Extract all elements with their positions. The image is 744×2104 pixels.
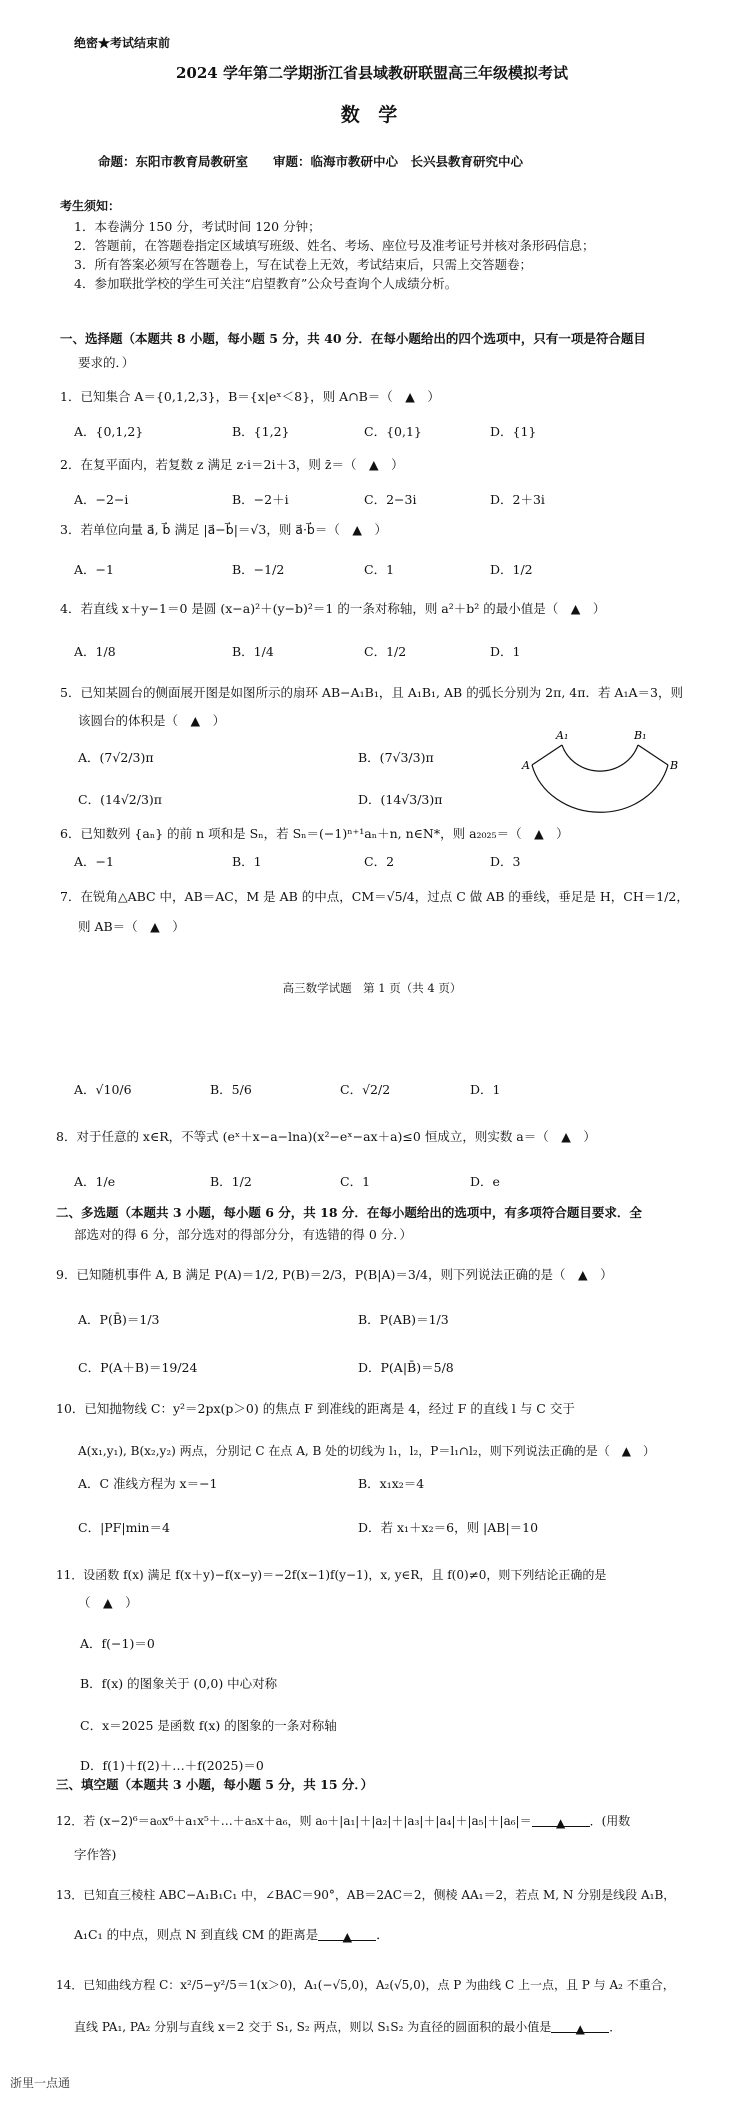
q1-option-a: A．{0,1,2}	[74, 424, 144, 439]
q5-stem: 5．已知某圆台的侧面展开图是如图所示的扇环 AB−A₁B₁，且 A₁B₁, AB 的弧长分别为 2π, 4π．若 A₁A＝3，则	[60, 685, 683, 700]
q8-option-c: C．1	[340, 1174, 371, 1189]
notice-item: 2．答题前，在答题卷指定区域填写班级、姓名、考场、座位号及准考证号并核对条形码信息；	[74, 238, 595, 253]
q11-stem: 11．设函数 f(x) 满足 f(x＋y)−f(x−y)＝−2f(x−1)f(y−1)，x, y∈R，且 f(0)≠0，则下列结论正确的是	[56, 1568, 607, 1582]
q8-option-b: B．1/2	[210, 1174, 252, 1189]
q5-option-a: A．(7√2/3)π	[78, 750, 154, 765]
section-1-heading: 一、选择题（本题共 8 小题，每小题 5 分，共 40 分．在每小题给出的四个选项中，只有一项是符合题目	[60, 331, 646, 346]
q6-stem: 6．已知数列 {aₙ} 的前 n 项和是 Sₙ，若 Sₙ＝(−1)ⁿ⁺¹aₙ＋n, n∈N*，则 a₂₀₂₅＝（ ▲ ）	[60, 826, 569, 841]
q3-option-c: C．1	[364, 562, 395, 577]
left-edge	[532, 745, 562, 765]
q10-option-d: D．若 x₁＋x₂＝6，则 |AB|＝10	[358, 1520, 539, 1535]
q11-option-c: C．x＝2025 是函数 f(x) 的图象的一条对称轴	[80, 1718, 337, 1733]
subject-title: 数 学	[340, 104, 404, 126]
q7-option-b: B．5/6	[210, 1082, 252, 1097]
notice-item: 4．参加联批学校的学生可关注“启望教育”公众号查询个人成绩分析。	[74, 276, 458, 291]
q4-option-c: C．1/2	[364, 644, 407, 659]
q3-stem: 3．若单位向量 a⃗, b⃗ 满足 |a⃗−b⃗|＝√3，则 a⃗·b⃗＝（ ▲ ）	[60, 522, 387, 537]
q11-option-d: D．f(1)＋f(2)＋…＋f(2025)＝0	[80, 1758, 264, 1773]
q12-stem	[56, 1812, 630, 1830]
q8-option-d: D．e	[470, 1174, 500, 1189]
q7-stem-cont: 则 AB＝（ ▲ ）	[78, 919, 185, 934]
notice-item: 3．所有答案必须写在答题卷上，写在试卷上无效，考试结束后，只需上交答题卷；	[74, 257, 532, 272]
section-2-heading: 二、多选题（本题共 3 小题，每小题 6 分，共 18 分．在每小题给出的选项中，有多项符合题目要求．全	[56, 1205, 642, 1220]
q9-option-d: D．P(A|B̄)＝5/8	[358, 1360, 454, 1375]
q8-option-a: A．1/e	[74, 1174, 116, 1189]
q14-stem: 14．已知曲线方程 C：x²/5−y²/5＝1(x＞0)，A₁(−√5,0)，A₂(√5,0)，点 P 为曲线 C 上一点，且 P 与 A₂ 不重合，	[56, 1978, 675, 1992]
q7-option-d: D．1	[470, 1082, 501, 1097]
q14-tail: ．	[609, 2020, 622, 2034]
q12-tail: ．(用数	[589, 1814, 631, 1828]
q7-option-c: C．√2/2	[340, 1082, 391, 1097]
notice-heading: 考生须知：	[60, 199, 121, 213]
q9-option-c: C．P(A＋B)＝19/24	[78, 1360, 198, 1375]
q10-stem: 10．已知抛物线 C：y²＝2px(p＞0) 的焦点 F 到准线的距离是 4，经过 F 的直线 l 与 C 交于	[56, 1401, 575, 1416]
q14-text: 直线 PA₁, PA₂ 分别与直线 x＝2 交于 S₁, S₂ 两点，则以 S₁S₂ 为直径的圆面积的最小值是	[74, 2020, 552, 2034]
authors-line: 命题：东阳市教育局教研室 审题：临海市教研中心 长兴县教育研究中心	[98, 154, 524, 169]
q7-option-a: A．√10/6	[74, 1082, 132, 1097]
label-a1: A₁	[556, 729, 569, 742]
q3-option-a: A．−1	[74, 562, 114, 577]
q13-text: A₁C₁ 的中点，则点 N 到直线 CM 的距离是	[74, 1927, 319, 1942]
q12-stem-cont: 字作答)	[74, 1847, 117, 1862]
q8-stem: 8．对于任意的 x∈R，不等式 (eˣ＋x−a−lna)(x²−eˣ−ax＋a)≤0 恒成立，则实数 a＝（ ▲ ）	[56, 1129, 596, 1144]
watermark: 浙里一点通	[10, 2076, 71, 2090]
q2-option-c: C．2−3i	[364, 492, 417, 507]
q13-answer-blank[interactable]: ▲	[318, 1928, 376, 1941]
q10-option-b: B．x₁x₂＝4	[358, 1476, 425, 1491]
secret-label: 绝密★考试结束前	[74, 36, 171, 50]
q11-option-a: A．f(−1)＝0	[80, 1636, 155, 1651]
q6-option-c: C．2	[364, 854, 395, 869]
q1-stem: 1．已知集合 A＝{0,1,2,3}，B＝{x|eˣ＜8}，则 A∩B＝（ ▲ ）	[60, 389, 440, 404]
q2-option-d: D．2＋3i	[490, 492, 545, 507]
inner-arc	[562, 745, 638, 771]
q5-stem-cont: 该圆台的体积是（ ▲ ）	[78, 713, 226, 728]
q10-option-a: A．C 准线方程为 x＝−1	[78, 1476, 218, 1491]
q9-option-b: B．P(AB)＝1/3	[358, 1312, 449, 1327]
q1-option-d: D．{1}	[490, 424, 537, 439]
exam-title: 2024 学年第二学期浙江省县域教研联盟高三年级模拟考试	[176, 64, 568, 82]
q6-option-a: A．−1	[74, 854, 114, 869]
q2-option-b: B．−2＋i	[232, 492, 289, 507]
q4-option-a: A．1/8	[74, 644, 116, 659]
q1-option-b: B．{1,2}	[232, 424, 290, 439]
label-b: B	[670, 759, 679, 772]
label-b1: B₁	[634, 729, 647, 742]
q13-stem: 13．已知直三棱柱 ABC−A₁B₁C₁ 中，∠BAC＝90°，AB＝2AC＝2，侧棱 AA₁＝2，若点 M, N 分别是线段 A₁B，	[56, 1888, 676, 1902]
q6-option-d: D．3	[490, 854, 521, 869]
q3-option-d: D．1/2	[490, 562, 533, 577]
q13-stem-cont	[74, 1926, 389, 1944]
annulus-sector-figure	[520, 725, 680, 825]
q6-option-b: B．1	[232, 854, 262, 869]
q5-option-d: D．(14√3/3)π	[358, 792, 443, 807]
q4-stem: 4．若直线 x＋y−1＝0 是圆 (x−a)²＋(y−b)²＝1 的一条对称轴，则 a²＋b² 的最小值是（ ▲ ）	[60, 601, 606, 616]
q5-option-b: B．(7√3/3)π	[358, 750, 434, 765]
q10-option-c: C．|PF|min＝4	[78, 1520, 170, 1535]
q12-answer-blank[interactable]: ▲	[532, 1814, 590, 1827]
q2-stem: 2．在复平面内，若复数 z 满足 z·i＝2i＋3，则 z̄＝（ ▲ ）	[60, 457, 404, 472]
right-edge	[638, 745, 668, 765]
q4-option-d: D．1	[490, 644, 521, 659]
q1-option-c: C．{0,1}	[364, 424, 422, 439]
section-1-heading-cont: 要求的．）	[78, 355, 135, 370]
q10-stem-cont: A(x₁,y₁), B(x₂,y₂) 两点，分别记 C 在点 A, B 处的切线为 l₁，l₂，P＝l₁∩l₂，则下列说法正确的是（ ▲ ）	[78, 1444, 655, 1458]
notice-item: 1．本卷满分 150 分，考试时间 120 分钟；	[74, 219, 321, 234]
q14-stem-cont	[74, 2018, 621, 2036]
section-3-heading: 三、填空题（本题共 3 小题，每小题 5 分，共 15 分．）	[56, 1777, 374, 1792]
q12-text: 12．若 (x−2)⁶＝a₀x⁶＋a₁x⁵＋…＋a₅x＋a₆，则 a₀＋|a₁|＋|a₂|＋|a₃|＋|a₄|＋|a₅|＋|a₆|＝	[56, 1814, 532, 1828]
label-a: A	[522, 759, 530, 772]
q13-tail: ．	[376, 1927, 389, 1942]
q9-stem: 9．已知随机事件 A, B 满足 P(A)＝1/2, P(B)＝2/3，P(B|A)＝3/4，则下列说法正确的是（ ▲ ）	[56, 1267, 613, 1282]
q9-option-a: A．P(B̄)＝1/3	[78, 1312, 160, 1327]
outer-arc	[532, 765, 668, 812]
q11-stem-cont: （ ▲ ）	[78, 1595, 138, 1610]
q7-stem: 7．在锐角△ABC 中，AB＝AC，M 是 AB 的中点，CM＝√5/4，过点 C 做 AB 的垂线，垂足是 H，CH＝1/2，	[60, 889, 689, 904]
q3-option-b: B．−1/2	[232, 562, 285, 577]
q5-option-c: C．(14√2/3)π	[78, 792, 163, 807]
page-footer: 高三数学试题 第 1 页（共 4 页）	[282, 981, 462, 995]
q14-answer-blank[interactable]: ▲	[551, 2020, 609, 2033]
section-2-heading-cont: 部选对的得 6 分，部分选对的得部分分，有选错的得 0 分．）	[74, 1227, 413, 1242]
q11-option-b: B．f(x) 的图象关于 (0,0) 中心对称	[80, 1676, 278, 1691]
q4-option-b: B．1/4	[232, 644, 274, 659]
q2-option-a: A．−2−i	[74, 492, 129, 507]
